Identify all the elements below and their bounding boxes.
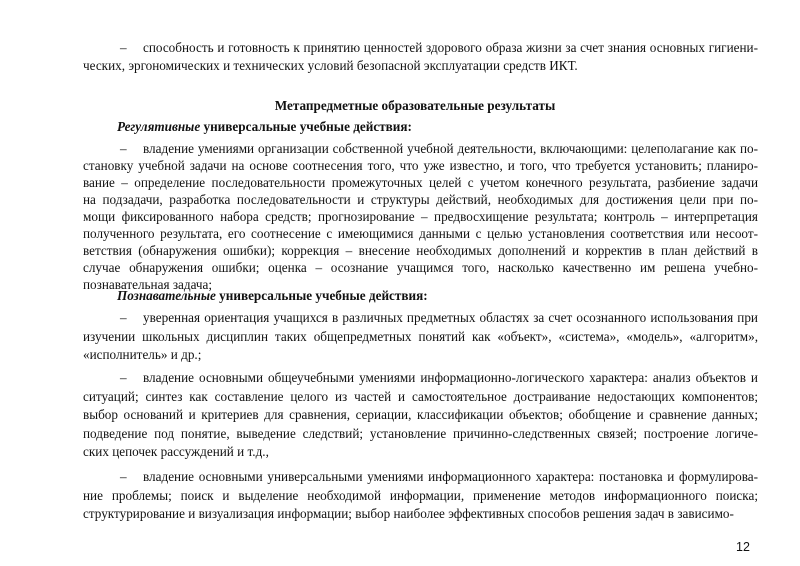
- line-text: способность и готовность к принятию ценностей здорового образа жизни за счет знания основных гигиени-: [143, 40, 758, 55]
- paragraph-line: [83, 426, 758, 442]
- paragraph-line: [83, 175, 758, 191]
- paragraph-line: [83, 488, 758, 504]
- list-dash: –: [120, 370, 127, 385]
- paragraph-line: [83, 347, 758, 363]
- paragraph-line: [83, 209, 758, 225]
- section-heading: Метапредметные образовательные результаты: [274, 98, 556, 113]
- line-text: вание – определение последовательности промежуточных целей с учетом конечного результата, разбиение задачи: [83, 175, 758, 190]
- paragraph-line: [83, 329, 758, 345]
- paragraph-line: [83, 277, 758, 293]
- list-dash: –: [120, 141, 127, 156]
- list-dash: –: [120, 40, 127, 55]
- paragraph-line: [120, 370, 758, 386]
- line-text: владение основными универсальными умениями информационного характера: постановка и формулирова-: [143, 469, 758, 484]
- paragraph-line: [83, 192, 758, 208]
- line-text: «исполнитель» и др.;: [83, 347, 202, 362]
- paragraph-line: [83, 243, 758, 259]
- line-text: изучении школьных дисциплин таких общепредметных понятий как «объект», «система», «модель», «алгоритм»,: [83, 328, 758, 344]
- page-number: 12: [736, 540, 750, 554]
- paragraph-line: [83, 407, 758, 423]
- line-text: ситуаций; синтез как составление целого из частей и самостоятельное достраивание недостающих компонентов;: [83, 388, 758, 404]
- subheading-text: универсальные учебные действия:: [200, 119, 412, 134]
- line-text: мощи фиксированного набора средств; прогнозирование – предвосхищение результата; контроль – интерпретация: [83, 209, 758, 224]
- subheading-text: универсальные учебные действия:: [215, 288, 428, 303]
- line-text: выбор оснований и критериев для сравнения, сериации, классификации объектов; обобщение и сравнение данных;: [83, 407, 758, 422]
- line-text: владение умениями организации собственной учебной деятельности, включающими: целеполагание как по-: [143, 141, 758, 156]
- line-text: полученного результата, его соотнесение с имеющимися данными с целью установления соответствия или несоот-: [83, 226, 758, 241]
- paragraph-line: [120, 469, 758, 485]
- line-text: структурирование и визуализация информации; выбор наиболее эффективных способов решения задач в зависимо-: [83, 506, 734, 521]
- line-text: становку учебной задачи на основе соотнесения того, что уже известно, и того, что требуется установить; планиро-: [83, 158, 758, 173]
- paragraph-line: [83, 158, 758, 174]
- subheading-italic: Регулятивные: [117, 119, 201, 134]
- paragraph-line: [83, 226, 758, 242]
- list-dash: –: [120, 310, 127, 325]
- line-text: владение основными общеучебными умениями информационно-логического характера: анализ объектов и: [143, 370, 758, 385]
- paragraph-line: [83, 58, 758, 74]
- paragraph-line: [120, 141, 758, 157]
- subheading-regulative: [117, 119, 412, 135]
- paragraph-line: [83, 389, 758, 405]
- line-text: ческих, эргономических и технических условий безопасной эксплуатации средств ИКТ.: [83, 58, 578, 73]
- paragraph-line: [83, 444, 758, 460]
- paragraph-line: [120, 40, 758, 56]
- line-text: случае обнаружения ошибки; оценка – осознание учащимся того, насколько качественно им решена учебно-: [83, 260, 758, 275]
- line-text: ских цепочек рассуждений и т.д.,: [83, 444, 269, 459]
- line-text: ветствия (обнаружения ошибки); коррекция – внесение необходимых дополнений и корректив в план действий в: [83, 243, 758, 258]
- paragraph-line: [83, 506, 758, 522]
- list-dash: –: [120, 469, 127, 484]
- paragraph-line: [120, 310, 758, 326]
- line-text: ние проблемы; поиск и выделение необходимой информации, применение методов информационного поиска;: [83, 487, 758, 503]
- line-text: подведение под понятие, выведение следствий; установление причинно-следственных связей; построение логиче-: [83, 425, 758, 441]
- subheading-italic: Познавательные: [117, 288, 216, 303]
- paragraph-line: [83, 260, 758, 276]
- line-text: познавательная задача;: [83, 277, 213, 292]
- line-text: уверенная ориентация учащихся в различных предметных областях за счет осознанного использования при: [143, 310, 758, 325]
- line-text: на подзадачи, разработка последовательности и структуры действий, необходимых для достижения цели при по-: [83, 192, 758, 207]
